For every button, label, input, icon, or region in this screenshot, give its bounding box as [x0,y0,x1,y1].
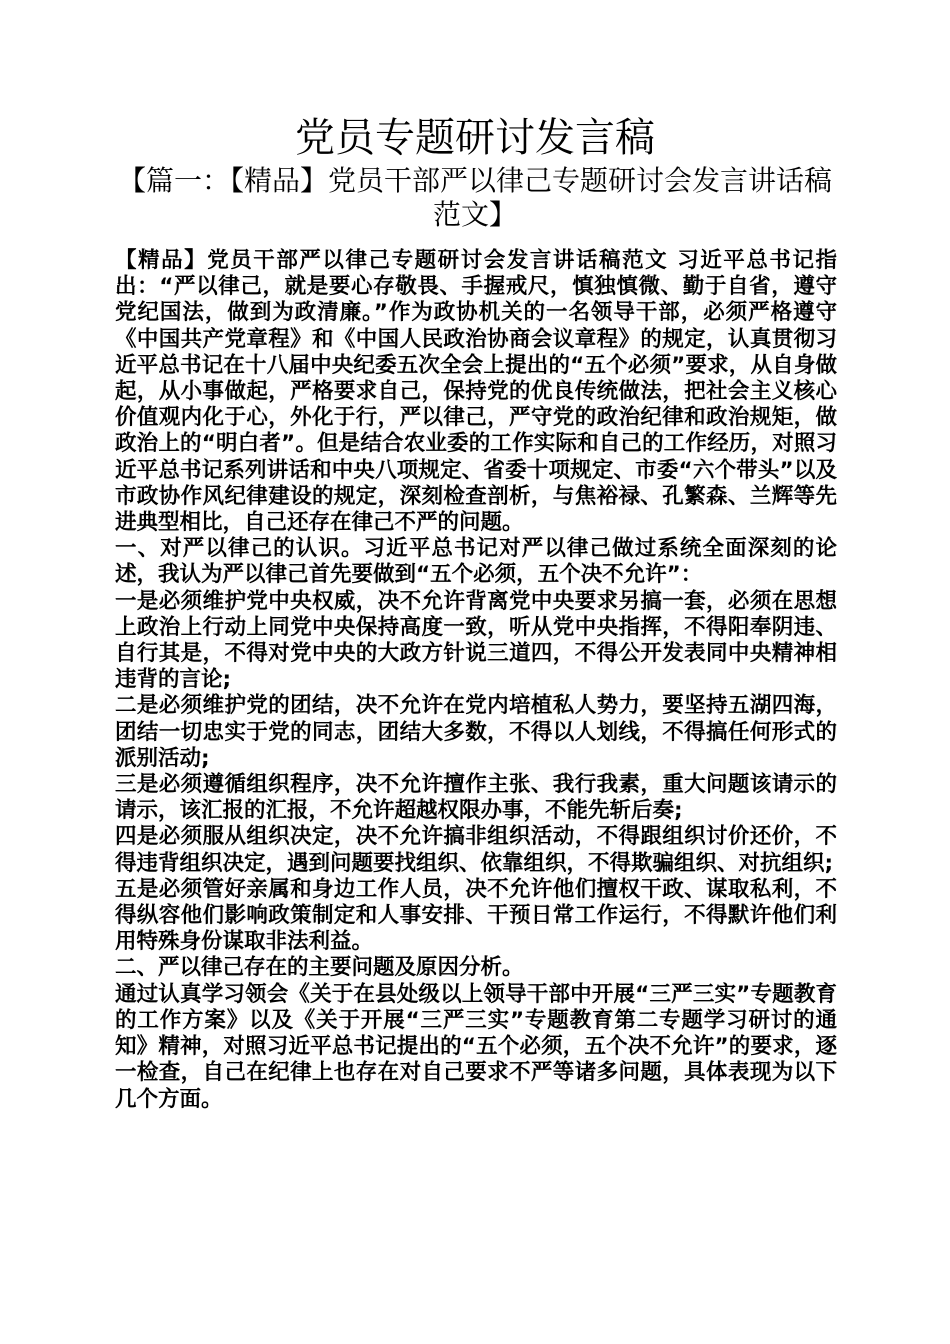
paragraph: 通过认真学习领会《关于在县处级以上领导干部中开展“三严三实”专题教育的工作方案》以及《关于开展“三严三实”专题教育第二专题学习研讨的通知》精神，对照习近平总书记提出的“五个必须，五个决不允许”的要求，逐一检查，自己在纪律上也存在对自己要求不严等诸多问题，具体表现为以下几个方面。 [115,981,837,1112]
paragraph: 四是必须服从组织决定，决不允许搞非组织活动，不得跟组织讨价还价，不得违背组织决定，遇到问题要找组织、依靠组织，不得欺骗组织、对抗组织; [115,824,837,876]
document-subtitle: 【篇一：【精品】党员干部严以律己专题研讨会发言讲话稿范文】 [117,164,832,231]
document-title: 党员专题研讨发言稿 [295,115,655,161]
paragraph: 五是必须管好亲属和身边工作人员，决不允许他们擅权干政、谋取私利，不得纵容他们影响政策制定和人事安排、干预日常工作运行，不得默许他们利用特殊身份谋取非法利益。 [115,876,837,955]
paragraph: 一、对严以律己的认识。习近平总书记对严以律己做过系统全面深刻的论述，我认为严以律己首先要做到“五个必须，五个决不允许”： [115,536,837,588]
paragraph: 二是必须维护党的团结，决不允许在党内培植私人势力，要坚持五湖四海，团结一切忠实于党的同志，团结大多数，不得以人划线，不得搞任何形式的派别活动; [115,693,837,771]
paragraph: 二、严以律己存在的主要问题及原因分析。 [115,955,524,981]
paragraph: 【精品】党员干部严以律己专题研讨会发言讲话稿范文 习近平总书记指出：“严以律己，就是要心存敬畏、手握戒尺，慎独慎微、勤于自省，遵守党纪国法，做到为政清廉。”作为政协机关的一名领导干部，必须严格遵守《中国共产党章程》和《中国人民政治协商会议章程》的规定，认真贯彻习近平总书记在十八届中央纪委五次全会上提出的“五个必须”要求，从自身做起，从小事做起，严格要求自己，保持党的优良传统做法，把社会主义核心价值观内化于心，外化于行，严以律己，严守党的政治纪律和政治规矩，做政治上的“明白者”。但是结合农业委的工作实际和自己的工作经历，对照习近平总书记系列讲话和中央八项规定、省委十项规定、市委“六个带头”以及市政协作风纪律建设的规定，深刻检查剖析，与焦裕禄、孔繁森、兰辉等先进典型相比，自己还存在律己不严的问题。 [115,248,837,536]
document-body [115,248,837,1113]
paragraph: 一是必须维护党中央权威，决不允许背离党中央要求另搞一套，必须在思想上政治上行动上同党中央保持高度一致，听从党中央指挥，不得阳奉阴违、自行其是，不得对党中央的大政方针说三道四，不得公开发表同中央精神相违背的言论; [115,588,837,693]
paragraph: 三是必须遵循组织程序，决不允许擅作主张、我行我素，重大问题该请示的请示，该汇报的汇报，不允许超越权限办事，不能先斩后奏; [115,772,837,824]
